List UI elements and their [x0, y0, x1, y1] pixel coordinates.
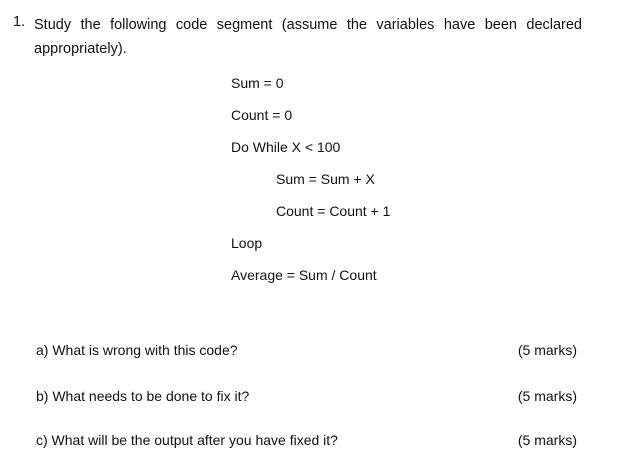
- code-line-indented: Count = Count + 1: [276, 203, 391, 219]
- marks-label: (5 marks): [517, 342, 577, 358]
- question-prompt: Study the following code segment (assume the variables have been declared appropriately).: [34, 17, 582, 57]
- marks-label: (5 marks): [517, 432, 577, 448]
- code-line: Average = Sum / Count: [231, 267, 377, 283]
- code-line: Loop: [231, 235, 263, 251]
- marks-label: (5 marks): [517, 388, 577, 404]
- sub-question-a: [36, 341, 577, 359]
- code-line: Sum = 0: [231, 75, 284, 91]
- question-number: 1.: [13, 14, 26, 30]
- sub-question-text: c) What will be the output after you have fixed it?: [36, 432, 338, 448]
- sub-question-b: [36, 387, 577, 405]
- code-line: Count = 0: [231, 107, 293, 123]
- sub-question-text: b) What needs to be done to fix it?: [36, 388, 250, 404]
- code-line-indented: Sum = Sum + X: [276, 171, 375, 187]
- sub-question-c: [36, 431, 577, 449]
- sub-question-text: a) What is wrong with this code?: [36, 342, 238, 358]
- code-line: Do While X < 100: [231, 139, 341, 155]
